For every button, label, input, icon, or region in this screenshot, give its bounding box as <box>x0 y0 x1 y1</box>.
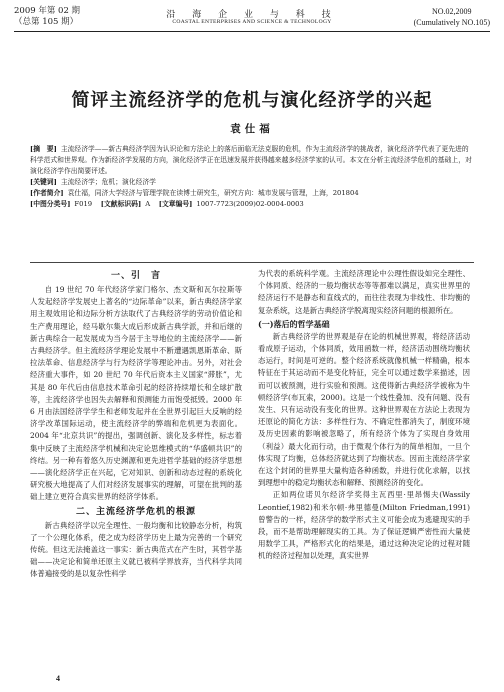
class-tag: [中图分类号] <box>30 200 71 208</box>
abstract-row <box>30 144 474 177</box>
body-column-left <box>30 268 242 581</box>
paragraph: 为代表的系统科学观。主流经济理论中公理性假设如完全理性、个体同质、经济的一般均衡状态等等都难以满足，真实世界里的经济运行不是静态和直线式的，而往往表现为非线性、非均衡的复杂系统，这是新古典经济学脱离现实经济问题的根源所在。 <box>258 269 470 315</box>
keywords-tag: [关键词] <box>30 178 57 186</box>
body-column-right <box>258 268 470 563</box>
journal-name: 沿 海 企 业 与 科 技 <box>166 10 338 20</box>
journal-header <box>0 0 504 62</box>
issue-cumulative-en: (Cumulatively NO.105) <box>413 18 490 27</box>
paragraph: 正如两位诺贝尔经济学奖得主瓦西里·里昂惕夫(Wassily Leontief,1982)和米尔顿·弗里德曼(Milton Friedman,1991)曾警告的一样，经济学的数学形式主义可能会成为逃避现实的手段，而不是帮助理解现实的工具。为了保证逻辑严密性而大量使用数学工具，严格形式化的结果是，通过这种决定论的过程对随机的经济过程加以处理，真实世界 <box>258 490 470 561</box>
author-info-row <box>30 188 474 199</box>
keywords-row <box>30 177 474 188</box>
author-info-tag: [作者简介] <box>30 189 64 197</box>
author-info-text: 袁仕福，同济大学经济与管理学院在读博士研究生，研究方向：城市发展与管理，上海，201804 <box>67 189 359 197</box>
abstract-separator <box>30 262 474 263</box>
paragraph: 新古典经济学的世界观是存在论的机械世界观，将经济活动看成原子运动，个体同质，效用函数一样，经济活动围绕均衡状态运行，时间是可逆的。整个经济系统就像机械一样精确，根本特征在于其运动而不是变化特征，完全可以通过数学来描述，因而可以被预测，进行实验和预测。这使得新古典经济学被称为牛顿经济学(布瓦索，2000)。这是一个线性叠加、没有问题、没有发生、只有运动没有变化的世界。这种世界观在方法论上表现为还原论的简化方法：多样性行为、不确定性都消失了，制度环境及历史因素的影响被忽略了，所有经济个体为了实现自身效用（利益）最大化而行动，由于微观个体行为的简单相加，一旦个体实现了均衡，总体经济就达到了均衡状态。因而主流经济学家在这个封闭的世界里大量构造各种函数，并进行优化求解，以找到理想中的稳定均衡状态和解释、预测经济的变化。 <box>258 331 470 488</box>
subsection-heading-philosophy: (一)落后的哲学基础 <box>258 318 330 329</box>
keywords-text: 主流经济学；危机；演化经济学 <box>60 178 156 186</box>
paragraph: 自 19 世纪 70 年代经济学家门格尔、杰文斯和瓦尔拉斯等人发起经济学发展史上著名的“边际革命”以来，新古典经济学家用主观效用论和边际分析方法取代了古典经济学的劳动价值论和生产费用理论，经马歇尔集大成后形成新古典学派，并和后继的新古典综合一起发展成为当今居于主导地位的主流经济学——新古典经济学。但主流经济学理论发展中不断遭遇凯恩斯革命、斯拉法革命、信息经济学与行为经济学等理论冲击。另外，对社会经济重大事件，如 20 世纪 70 年代后资本主义国家“滞胀”，尤其是 80 年代后由信息技术革命引起的经济持续增长和全球扩散等，主流经济学也因失去解释和预测能力而饱受抵毁。2000 年 6 月由法国经济学学生和老师发起并在全世界引起巨大反响的经济学改革国际运动，使主流经济学的弊端和危机更为表面化。2004 年“北京共识”的提出，强调创新、演化及多样性，标志着集中反映了主流经济学机械和决定论思维模式的“华盛顿共识”的终结。另一种有着悠久历史渊源和更先进哲学基础的经济学思想——演化经济学正在兴起，它对知识、创新和动态过程的系统化研究极大地提高了人们对经济发展事实的理解，可望在批判的基础上建立更符合真实世界的经济学体系。 <box>30 285 242 502</box>
issue-cumulative-number: （总第 105 期） <box>14 17 79 27</box>
classification-row <box>30 199 474 210</box>
page-number: 4 <box>56 674 60 683</box>
abstract-block <box>30 144 474 210</box>
section-heading-crisis: 二、主流经济学危机的根源 <box>75 506 196 517</box>
doc-code: A <box>145 200 151 208</box>
issue-year-number: 2009 年第 02 期 <box>14 6 81 16</box>
class-code: F019 <box>74 200 93 208</box>
paragraph: 新古典经济学以完全理性、一般均衡和比较静态分析，构筑了一个公理化体系，使之成为经济学历史上最为完善的一个研究传统。但这无法掩盖这一事实：新古典范式在产生时，其哲学基础——决定论和简单还原主义就已被科学界放弃，当代科学共同体普遍接受的是以复杂性科学 <box>30 520 242 579</box>
issue-info-right <box>414 6 490 28</box>
article-id-tag: [文章编号] <box>158 200 193 208</box>
abstract-tag: [摘 要] <box>30 145 57 153</box>
issue-number-en: NO.02,2009 <box>432 7 472 16</box>
section-heading-intro: 一、引 言 <box>110 271 161 281</box>
doc-tag: [文献标识码] <box>100 200 142 208</box>
article-author: 袁仕福 <box>230 123 274 135</box>
abstract-text: 主流经济学——新古典经济学因为认识论和方法论上的落后面临无法克服的危机，作为主流经济学的挑战者，演化经济学代表了更先进的科学范式和世界观。作为新经济学发展的方向，演化经济学正在迅速发展并获得越来越多经济学家的认可。本文在分析主流经济学危机的基础上，对演化经济学作出简要评述。 <box>30 145 472 175</box>
article-title: 简评主流经济学的危机与演化经济学的兴起 <box>71 90 433 111</box>
journal-name-en: COASTAL ENTERPRISES AND SCIENCE & TECHNOLOGY <box>172 19 332 25</box>
header-rule <box>14 31 490 32</box>
article-id-code: 1007-7723(2009)02-0004-0003 <box>196 200 304 208</box>
